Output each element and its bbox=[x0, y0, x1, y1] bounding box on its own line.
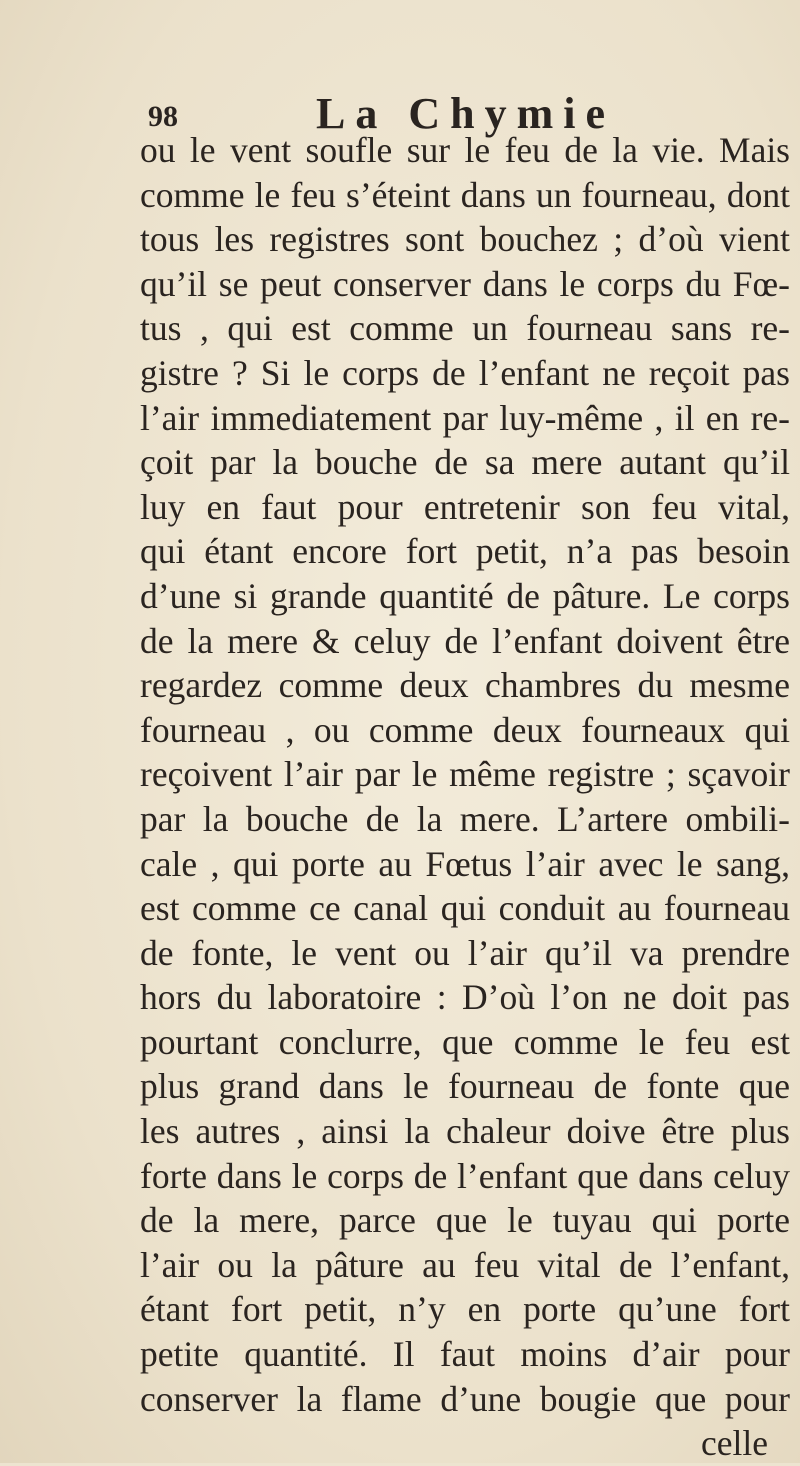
text-line: ou le vent soufle sur le feu de la vie. Mais bbox=[140, 130, 790, 170]
text-line: les autres , ainsi la chaleur doive être plus bbox=[140, 1111, 790, 1152]
text-line: çoit par la bouche de sa mere autant qu’il bbox=[140, 442, 790, 483]
text-line: qu’il se peut conserver dans le corps du Fœ- bbox=[140, 263, 790, 304]
text-line: comme le feu s’éteint dans un fourneau, dont bbox=[140, 174, 790, 215]
text-line: pourtant conclurre, que comme le feu est bbox=[140, 1021, 790, 1062]
text-line: hors du laboratoire : D’où l’on ne doit pas bbox=[140, 977, 790, 1018]
text-line: forte dans le corps de l’enfant que dans celuy bbox=[140, 1155, 790, 1196]
text-line: par la bouche de la mere. L’artere ombili- bbox=[140, 798, 790, 839]
text-line: conserver la flame d’une bougie que pour bbox=[140, 1378, 790, 1419]
text-line: gistre ? Si le corps de l’enfant ne reçoit pas bbox=[140, 352, 790, 393]
text-line: reçoivent l’air par le même registre ; sçavoir bbox=[140, 754, 790, 795]
text-line: plus grand dans le fourneau de fonte que bbox=[140, 1066, 790, 1107]
text-line: tus , qui est comme un fourneau sans re- bbox=[140, 308, 790, 349]
text-line: regardez comme deux chambres du mesme bbox=[140, 665, 790, 706]
text-line: tous les registres sont bouchez ; d’où vient bbox=[140, 219, 790, 260]
text-line: l’air ou la pâture au feu vital de l’enfant, bbox=[140, 1244, 790, 1285]
running-title: La Chymie bbox=[316, 89, 615, 138]
text-line: est comme ce canal qui conduit au fourneau bbox=[140, 888, 790, 929]
catchword: celle bbox=[701, 1423, 768, 1464]
text-line: fourneau , ou comme deux fourneaux qui bbox=[140, 709, 790, 750]
body-text bbox=[140, 128, 790, 1466]
text-line: d’une si grande quantité de pâture. Le corps bbox=[140, 575, 790, 616]
text-line: petite quantité. Il faut moins d’air pour bbox=[140, 1334, 790, 1375]
text-line: de fonte, le vent ou l’air qu’il va prendre bbox=[140, 932, 790, 973]
text-line: cale , qui porte au Fœtus l’air avec le sang, bbox=[140, 843, 790, 884]
text-line: l’air immediatement par luy-même , il en re- bbox=[140, 397, 790, 438]
page-number: 98 bbox=[148, 100, 178, 133]
text-line: de la mere & celuy de l’enfant doivent être bbox=[140, 620, 790, 661]
text-line: de la mere, parce que le tuyau qui porte bbox=[140, 1200, 790, 1241]
text-line: étant fort petit, n’y en porte qu’une fort bbox=[140, 1289, 790, 1330]
text-line: qui étant encore fort petit, n’a pas besoin bbox=[140, 531, 790, 572]
text-line: luy en faut pour entretenir son feu vital, bbox=[140, 486, 790, 527]
